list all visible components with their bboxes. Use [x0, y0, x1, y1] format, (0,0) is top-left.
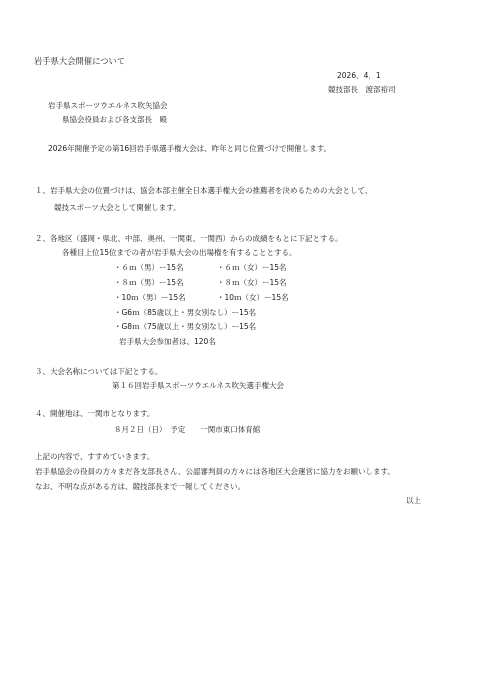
sender-name: 競技部長 渡部裕司 — [328, 85, 396, 94]
document-date: 2026．4．1 — [337, 71, 381, 80]
recipient-people: 県協会役員および各支部長 殿 — [62, 115, 167, 124]
recipient-organization: 岩手県スポーツウエルネス吹矢協会 — [48, 101, 168, 110]
item2-line1: ２、各地区（盛岡・県北、中部、奥州、一関東、一関西）からの成績をもとに下記とする。 — [35, 234, 343, 243]
quota-6m-women: ・６ｍ（女）ー15名 — [217, 263, 287, 272]
item3-line2: 第１６回岩手県スポーツウエルネス吹矢選手権大会 — [112, 381, 284, 390]
item1-line1: １、岩手県大会の位置づけは、協会本部主催全日本選手権大会の推薦者を決めるための大会として、 — [35, 186, 373, 195]
document-title: 岩手県大会開催について — [34, 56, 126, 66]
closing-line1: 上記の内容で、すすめていきます。 — [35, 452, 155, 461]
item4-line1: ４、開催地は、一関市となります。 — [35, 409, 155, 418]
end-mark: 以上 — [406, 496, 421, 505]
quota-10m-men: ・10ｍ（男）ー15名 — [114, 293, 186, 302]
quota-10m-women: ・10ｍ（女）ー15名 — [217, 293, 289, 302]
item3-line1: ３、大会名称については下記とする。 — [35, 367, 163, 376]
quota-g8m: ・G8ｍ（75歳以上・男女別なし）ー15名 — [114, 322, 257, 331]
quota-8m-women: ・８ｍ（女）ー15名 — [217, 278, 287, 287]
item2-line2: 各種目上位15位までの者が岩手県大会の出場権を有することとする。 — [62, 248, 297, 257]
quota-g6m: ・G6ｍ（85歳以上・男女別なし）ー15名 — [114, 308, 257, 317]
quota-6m-men: ・６ｍ（男）ー15名 — [114, 263, 184, 272]
intro-text: 2026年開催予定の第16回岩手県選手権大会は、昨年と同じ位置づけで開催します。 — [48, 144, 332, 153]
closing-line3: なお、不明な点がある方は、競技部長まで一報してください。 — [35, 482, 245, 491]
item1-line2: 競技スポーツ大会として開催します。 — [54, 203, 181, 212]
participants-total: 岩手県大会参加者は、120名 — [119, 337, 216, 346]
quota-8m-men: ・８ｍ（男）ー15名 — [114, 278, 184, 287]
closing-line2: 岩手県協会の役員の方々まだ各支部長さん、公認審判員の方々には各地区大会運営に協力をお願いします。 — [35, 467, 395, 476]
item4-line2: ８月２日（日） 予定 一関市東口体育館 — [114, 425, 261, 434]
